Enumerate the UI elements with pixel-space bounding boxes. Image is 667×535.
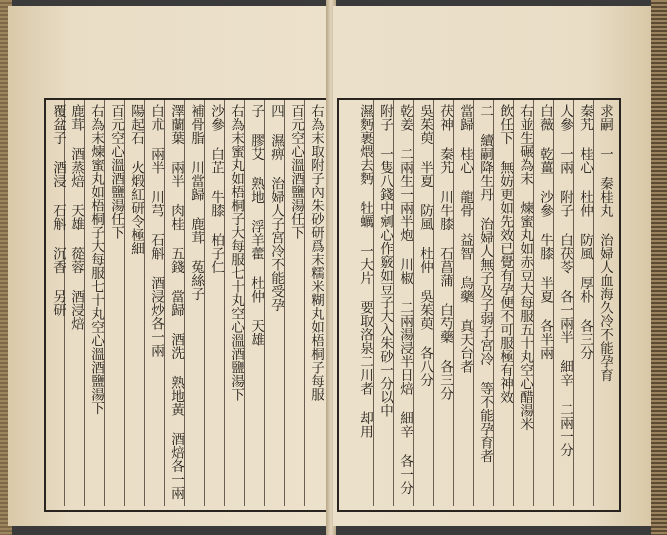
- column-rule: [184, 100, 185, 506]
- left-page: [8, 6, 330, 526]
- column-rule: [453, 100, 454, 506]
- left-text-frame: [44, 98, 334, 512]
- text-column: 飲任下 無妨更如先效已覺有孕便不可服極有神效: [497, 104, 513, 404]
- column-rule: [224, 100, 225, 506]
- column-rule: [144, 100, 145, 506]
- text-column: 子 膠艾 熟地 浮羊藿 杜仲 天雄: [248, 104, 264, 346]
- text-column: 四 濕痹 治婦人子宮冷不能受孕: [268, 104, 284, 312]
- text-column: 白朮 兩半 川芎 石斛 酒浸炒各一兩: [148, 104, 164, 357]
- column-rule: [244, 100, 245, 506]
- column-rule: [493, 100, 494, 506]
- column-rule: [393, 100, 394, 506]
- text-column: 百元空心溫酒鹽湯任下: [108, 104, 124, 239]
- text-column: 覆盆子 酒浸 石斛 沉香 另研: [50, 104, 66, 317]
- text-column: 茯神 秦艽 川牛膝 石菖蒲 白芍藥 各三分: [437, 104, 453, 400]
- text-column: 吳茱萸 半夏 防風 杜仲 吳茱萸 各八分: [417, 104, 433, 387]
- column-rule: [513, 100, 514, 506]
- column-rule: [264, 100, 265, 506]
- column-rule: [553, 100, 554, 506]
- column-rule: [304, 100, 305, 506]
- text-column: 右為末蜜丸如梧桐子大每服七十丸空心溫酒鹽湯下: [228, 104, 244, 401]
- text-column: 澤蘭葉 兩半 肉桂 五錢 當歸 酒洗 熟地黃 酒焙各一兩: [168, 104, 184, 500]
- column-rule: [413, 100, 414, 506]
- column-rule: [373, 100, 374, 506]
- column-rule: [284, 100, 285, 506]
- text-column: 當歸 桂心 龍骨 益智 烏藥 真天台者: [457, 104, 473, 373]
- text-column: 求嗣 一 秦桂丸 治婦人血海久冷不能孕育: [597, 104, 613, 382]
- column-rule: [573, 100, 574, 506]
- text-column: 百元空心溫酒鹽湯任下: [288, 104, 304, 239]
- text-column: 補骨脂 川當歸 鹿茸 菟絲子: [188, 104, 204, 301]
- column-rule: [433, 100, 434, 506]
- text-column: 二 續嗣降生丹 治婦人無子及子弱子宮冷 等不能孕育者: [477, 104, 493, 463]
- text-column: 乾姜 二兩生一兩半炮 川椒 二兩湯浸半日焙 細辛 各一分: [397, 104, 413, 495]
- text-column: 濕麪裹煨去麪 牡蠣 一大片 要取洛泉二川者 却用: [357, 104, 373, 438]
- text-column: 鹿茸 酒蒸焙 天雄 蓯蓉 酒浸焙: [68, 104, 84, 330]
- column-rule: [104, 100, 105, 506]
- column-rule: [84, 100, 85, 506]
- column-rule: [473, 100, 474, 506]
- text-column: 沙參 白芷 牛膝 柏子仁: [208, 104, 224, 274]
- column-rule: [204, 100, 205, 506]
- text-column: 附子 一隻八錢中剜心作竅如豆子大入朱砂一分以中: [377, 104, 393, 417]
- text-column: 右為末煉蜜丸如梧桐子大每服七十丸空心溫酒鹽湯下: [88, 104, 104, 415]
- text-column: 白薇 乾薑 沙參 牛膝 半夏 各半兩: [537, 104, 553, 360]
- column-rule: [533, 100, 534, 506]
- column-rule: [124, 100, 125, 506]
- text-column: 人參 一兩 附子 白茯苓 各一兩半 細辛 二兩一分: [557, 104, 573, 457]
- right-text-frame: [337, 98, 621, 512]
- book-edge-right: [651, 0, 667, 535]
- text-column: 陽起石 火煅紅研令極細: [128, 104, 144, 255]
- text-column: 右為末取附子內朱砂研爲末糯米糊丸如梧桐子每服: [308, 104, 324, 401]
- column-rule: [593, 100, 594, 506]
- right-page: [333, 6, 651, 526]
- text-column: 秦艽 桂心 杜仲 防風 厚朴 各三分: [577, 104, 593, 360]
- column-rule: [164, 100, 165, 506]
- text-column: 右並生碾為末 煉蜜丸如赤豆大每服五十丸空心醋湯米: [517, 104, 533, 431]
